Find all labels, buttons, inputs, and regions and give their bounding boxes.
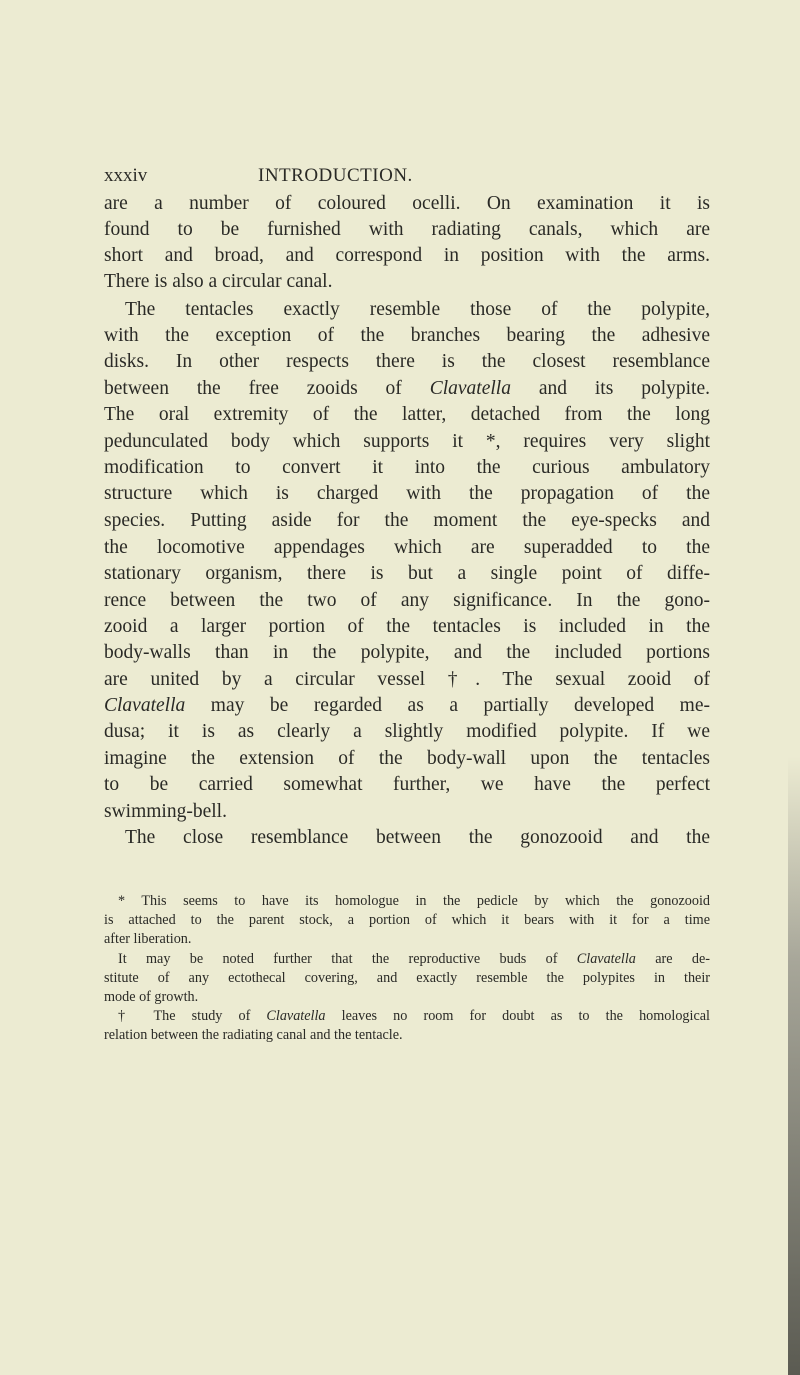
footnote-line: mode of growth. <box>104 989 199 1005</box>
text: between the free zooids of <box>104 378 430 399</box>
body-line: short and broad, and correspond in position with the arms. <box>104 245 710 266</box>
body-line: are united by a circular vessel †. The sexual zooid of <box>104 669 710 690</box>
body-line <box>104 695 710 717</box>
footnote-line: is attached to the parent stock, a portion of which it bears with it for a time <box>104 912 710 928</box>
genus-name: Clavatella <box>104 695 186 716</box>
body-line: stationary organism, there is but a single point of diffe- <box>104 563 710 584</box>
running-title: INTRODUCTION. <box>258 165 413 186</box>
text: † The study of <box>118 1008 267 1024</box>
body-line: with the exception of the branches bearing the adhesive <box>104 325 710 346</box>
body-line: zooid a larger portion of the tentacles is included in the <box>104 616 710 637</box>
body-line: species. Putting aside for the moment the eye-specks and <box>104 510 710 531</box>
body-line: The close resemblance between the gonozooid and the <box>125 827 710 848</box>
genus-name: Clavatella <box>576 951 636 967</box>
body-line <box>104 378 710 400</box>
genus-name: Clavatella <box>266 1008 326 1024</box>
body-line: modification to convert it into the curious ambulatory <box>104 457 710 478</box>
body-line: The oral extremity of the latter, detached from the long <box>104 404 710 425</box>
text: leaves no room for doubt as to the homological <box>325 1008 710 1024</box>
text: are de- <box>635 951 710 967</box>
footnote-line: stitute of any ectothecal covering, and exactly resemble the polypites in their <box>104 970 710 986</box>
footnote-line <box>118 951 710 968</box>
footnote-line <box>118 1008 710 1025</box>
page-number: xxxiv <box>104 165 148 186</box>
genus-name: Clavatella <box>429 378 511 399</box>
body-line: rence between the two of any significance. In the gono- <box>104 590 710 611</box>
body-line: body-walls than in the polypite, and the included portions <box>104 642 710 663</box>
footnote-line: after liberation. <box>104 931 192 947</box>
body-line: The tentacles exactly resemble those of the polypite, <box>125 299 710 320</box>
body-line: imagine the extension of the body-wall upon the tentacles <box>104 748 710 769</box>
body-line: structure which is charged with the propagation of the <box>104 483 710 504</box>
body-line: There is also a circular canal. <box>104 271 333 292</box>
page-edge-shadow <box>788 0 800 1375</box>
text: It may be noted further that the reproductive buds of <box>118 951 577 967</box>
text: may be regarded as a partially developed me- <box>185 695 710 716</box>
body-line: to be carried somewhat further, we have the perfect <box>104 774 710 795</box>
body-line: disks. In other respects there is the closest resemblance <box>104 351 710 372</box>
body-line: pedunculated body which supports it *, requires very slight <box>104 431 710 452</box>
body-line: the locomotive appendages which are superadded to the <box>104 537 710 558</box>
body-line: dusa; it is as clearly a slightly modified polypite. If we <box>104 721 710 742</box>
body-line: swimming-bell. <box>104 801 227 822</box>
body-line: are a number of coloured ocelli. On examination it is <box>104 193 710 214</box>
footnote-line: * This seems to have its homologue in the pedicle by which the gonozooid <box>118 893 710 909</box>
body-line: found to be furnished with radiating canals, which are <box>104 219 710 240</box>
footnote-line: relation between the radiating canal and the tentacle. <box>104 1027 403 1043</box>
text: and its polypite. <box>510 378 710 399</box>
